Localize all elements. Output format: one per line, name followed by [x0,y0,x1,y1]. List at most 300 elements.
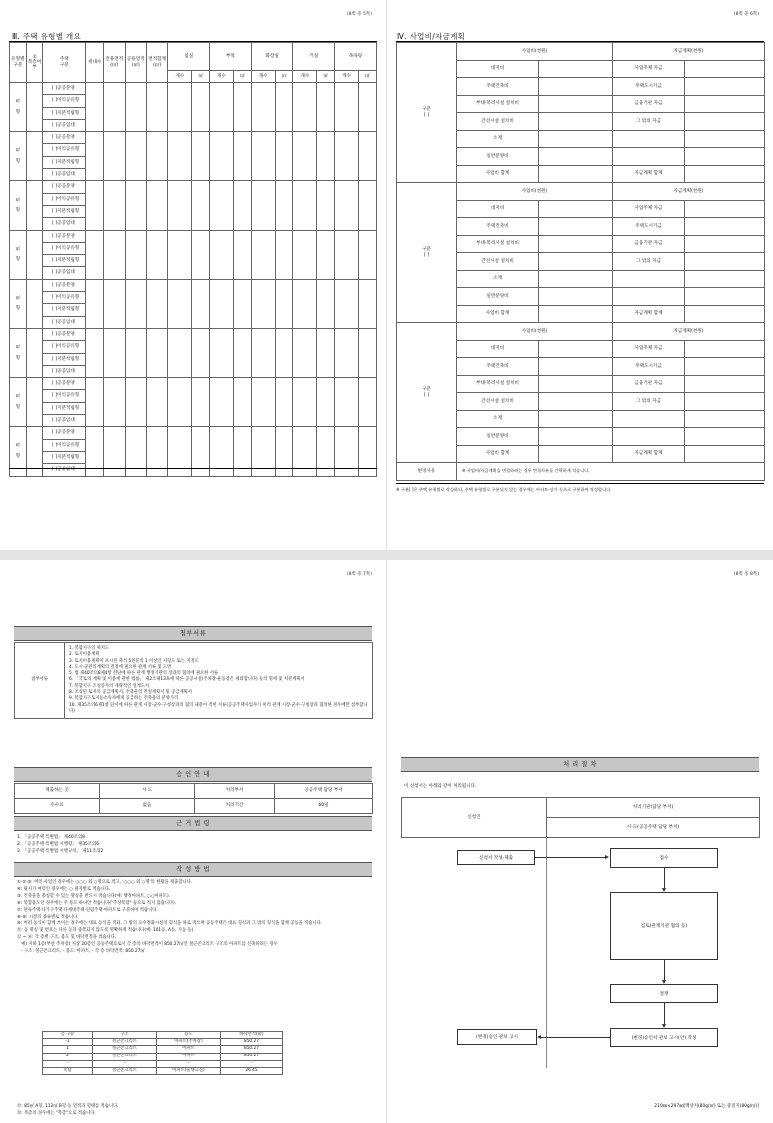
header-sqm: ㎡ [192,71,210,83]
method-item: 예) 지하 1층(부설 주차장) 지상 20층인 공동주택으로서 각 층의 바닥면적이 850.27㎡인 철근콘크리트 구조의 아파트를 신축하려는 경우 [17,942,278,948]
cost-value [539,130,613,148]
house-type-option[interactable]: [ ]이익공유형 [50,144,86,156]
value-cell [233,132,251,181]
footnote: ※ 구분[ ]은 주택 유형별로 작성하되, 주택 유형별로 구분되지 않는 경우에는 아파트·상가 등으로 구분하여 작성합니다. [396,483,764,493]
house-type-option[interactable]: [ ]지분적립형 [50,156,86,168]
procedure-title: 처 리 절 차 [401,757,759,772]
cost-item: 사업비 합계 [457,445,539,463]
value-cell [275,378,293,427]
value-cell [192,181,210,230]
checkbox-mark [43,218,50,230]
sample-cell: 옥탑 [43,1067,93,1074]
sample-header: 층 구분 [43,1032,93,1039]
law-title: 근 거 법 령 [14,816,372,831]
header-room: 화장실 [251,43,293,71]
attachment-item: 2. 토지이용계획 [69,652,100,658]
value-cell [104,279,125,328]
group-label: 구분 [ ] [397,43,457,183]
checkbox-mark [43,107,50,119]
attachment-item: 8. 조성된 토지의 공급계획서, 건축물의 건설계획서 및 공급계획서 [69,690,192,696]
house-type-option[interactable]: [ ]공공분양 [50,230,86,242]
approval-notice-table [14,783,373,814]
attachment-item: 7. 복합지구 조성공사의 개략적인 설계도서 [69,683,150,689]
cost-item: 소계 [457,130,539,148]
house-type-option[interactable]: [ ]지분적립형 [50,353,86,365]
sample-cell: 1 [43,1046,93,1053]
duplex-cell [26,328,43,377]
house-type-option[interactable]: [ ]지분적립형 [50,402,86,414]
sample-cell: 아파트 [157,1053,221,1060]
checkbox-mark [43,169,50,181]
fund-item: 금융기관 자금 [613,95,685,113]
cost-item: 주택건축비 [457,218,539,236]
notice-cell: 없음 [100,799,195,814]
cost-value [539,410,613,428]
sample-cell: … [157,1060,221,1067]
cost-item: 대지비 [457,200,539,218]
value-cell [86,132,104,181]
value-cell [210,181,234,230]
value-cell [317,132,335,181]
value-cell [358,230,376,279]
sample-header: 바닥면적(㎡) [221,1032,283,1039]
house-type-option[interactable]: [ ]공공분양 [50,328,86,340]
house-type-option[interactable]: [ ]이익공유형 [50,341,86,353]
type-cell: ㎡ 형 [10,427,27,476]
value-cell [335,230,359,279]
value-cell [192,230,210,279]
notice-cell: 60일 [275,799,373,814]
fund-value [685,393,765,411]
house-type-option[interactable]: [ ]이익공유형 [50,439,86,451]
header-count: 개수 [293,71,317,83]
house-type-option[interactable]: [ ]공공임대 [50,119,86,131]
cost-value [539,270,613,288]
checkbox-mark [43,402,50,414]
house-type-option[interactable]: [ ]공공분양 [50,279,86,291]
value-cell [86,181,104,230]
table-row [10,427,377,439]
header-count: 개수 [251,71,275,83]
sample-header: 용도 [157,1032,221,1039]
value-cell [233,328,251,377]
value-cell [275,328,293,377]
value-cell [358,181,376,230]
value-cell [317,83,335,132]
table-row [43,1060,283,1067]
step-receive: 접수 [610,848,718,868]
house-type-option[interactable]: [ ]이익공유형 [50,242,86,254]
cost-item: 대지비 [457,60,539,78]
house-type-option[interactable]: [ ]지분적립형 [50,451,86,463]
house-type-option[interactable]: [ ]이익공유형 [50,390,86,402]
method-item: ①·②·③: 여러 사업인 경우에는 ○○○ 외 ○명으로 적고, '○○○ 외 ○명'의 현황을 제출합니다. [17,880,193,885]
sample-cell: 850.27 [221,1053,283,1060]
cost-value [539,165,613,183]
value-cell [104,378,125,427]
attachment-item: 5. 법 제40조의8제4항 전단에 따른 관계 행정기관의 장과의 협의에 필요한 서류 [69,671,219,677]
table-row [43,1053,283,1060]
sample-cell: 철근콘크리트 [93,1053,157,1060]
checkbox-mark [43,341,50,353]
cost-item: 주택건축비 [457,78,539,96]
attachment-table [14,642,373,719]
house-type-option[interactable]: [ ]공공분양 [50,427,86,439]
fund-item: 자금계획 합계 [613,305,685,323]
fund-header: 자금계획(천원) [613,183,765,201]
value-cell [146,378,167,427]
method-item: - 구조: 철근콘크리트, - 용도: 아파트, - 각 층 바닥면적: 850.27㎡ [17,949,145,955]
value-cell [358,83,376,132]
cost-item: 부대·복리시설 설치비 [457,95,539,113]
value-cell [168,83,192,132]
value-cell [275,83,293,132]
method-item: ⑫ ~ ⑯: 각 층별 구조, 용도 및 바닥면적을 적습니다. [17,935,117,941]
page-6 [387,0,773,550]
header-house: 주택 구분 [43,43,86,83]
header-sqm: ㎡ [275,71,293,83]
table-row [10,83,377,95]
value-cell [251,132,275,181]
fund-value [685,340,765,358]
cost-item: 주택건축비 [457,358,539,376]
checkbox-mark [43,83,50,95]
divider [9,468,377,469]
fund-item [613,428,685,446]
sample-cell: 아파트 [157,1046,221,1053]
value-cell [125,83,146,132]
fund-value [685,375,765,393]
value-cell [104,230,125,279]
value-cell [146,328,167,377]
cost-item: 일반분양비 [457,288,539,306]
value-cell [275,230,293,279]
checkbox-mark [43,205,50,217]
checkbox-mark [43,119,50,131]
house-type-option[interactable]: [ ]공공분양 [50,378,86,390]
value-cell [125,378,146,427]
checkbox-mark [43,427,50,439]
header-units: 세대수 [86,43,104,83]
cost-item: 간선시설 설치비 [457,253,539,271]
checkbox-mark [43,144,50,156]
value-cell [168,279,192,328]
checkbox-mark [43,316,50,328]
value-cell [293,230,317,279]
fund-item [613,410,685,428]
table-row [10,132,377,144]
page-number: (8쪽 중 8쪽) [733,572,759,577]
fund-value [685,113,765,131]
step-apply: 신청서 작성·제출 [457,850,535,865]
fund-item: 자금계획 합계 [613,165,685,183]
cost-header: 사업비(천원) [457,43,613,61]
fund-item [613,148,685,166]
checkbox-mark [43,230,50,242]
type-cell: ㎡ 형 [10,279,27,328]
checkbox-mark [43,156,50,168]
method-item: ⑦: 단독주택·다가구주택·다세대주택·연립주택·아파트로 구분하여 적습니다. [17,907,158,913]
value-cell [210,378,234,427]
house-type-option[interactable]: [ ]공공분양 [50,83,86,95]
arrow-head [537,1035,541,1039]
value-cell [86,83,104,132]
attachment-item: 10. 제35조의6제1항 단서에 따른 관계 시장·군수·구청장과의 협의 내용이 적힌 서류(공공주택사업자가 미리 관계 시장·군수·구청장과 협의한 경우에만 첨부합니다) [69,702,368,714]
fund-value [685,148,765,166]
value-cell [86,378,104,427]
value-cell [233,230,251,279]
sample-cell: 850.27 [221,1039,283,1046]
checkbox-mark [43,242,50,254]
method-item: ④: 필지가 여럿인 경우에는 ○ 필지별로 적습니다. [17,886,111,892]
group-label: 구분 [ ] [397,183,457,323]
fund-item [613,288,685,306]
checkbox-mark [43,279,50,291]
step-decide: 결재 [610,984,718,1003]
house-type-option[interactable]: [ ]이익공유형 [50,95,86,107]
sample-cell: … [221,1060,283,1067]
fund-item: 자금계획 합계 [613,445,685,463]
value-cell [146,132,167,181]
sample-cell: 2 [43,1053,93,1060]
house-type-option[interactable]: [ ]공공임대 [50,415,86,427]
value-cell [251,328,275,377]
header-area: 공용면적 (㎡) [125,43,146,83]
attachment-item: 4. 도시·군관리계획의 결정에 필요한 관계 서류 및 도면 [69,664,172,670]
value-cell [275,181,293,230]
fund-value [685,78,765,96]
value-cell [168,132,192,181]
table-row [43,1046,283,1053]
fund-header: 자금계획(천원) [613,323,765,341]
header-sqm: ㎡ [233,71,251,83]
house-type-option[interactable]: [ ]공공분양 [50,181,86,193]
house-type-option[interactable]: [ ]지분적립형 [50,107,86,119]
value-cell [317,378,335,427]
cost-item: 소계 [457,410,539,428]
header-count: 개수 [168,71,192,83]
header-sqm: ㎡ [317,71,335,83]
type-cell: ㎡ 형 [10,83,27,132]
cost-value [539,305,613,323]
step-notify: (변경)승인서·관보 고시(안) 작성 [610,1028,718,1047]
house-type-option[interactable]: [ ]지분적립형 [50,255,86,267]
checkbox-mark [43,365,50,377]
fund-header: 자금계획(천원) [613,43,765,61]
value-cell [335,132,359,181]
fund-value [685,305,765,323]
fund-value [685,200,765,218]
type-cell: ㎡ 형 [10,181,27,230]
house-type-option[interactable]: [ ]지분적립형 [50,304,86,316]
method-list [17,880,367,956]
cost-item: 소계 [457,270,539,288]
fund-value [685,410,765,428]
value-cell [233,83,251,132]
attachment-label: 첨부서류 [15,643,65,719]
method-note: ⑰: 85㎡ A형, 112㎡ B형 등 면적과 형태를 적습니다. [17,1104,119,1109]
attachment-list [65,643,373,719]
value-cell [275,279,293,328]
applicant-label: 신청인 [402,798,547,838]
cost-fund-table [396,42,765,481]
house-type-option[interactable]: [ ]공공임대 [50,218,86,230]
arrow [664,868,665,890]
house-type-option[interactable]: [ ]이익공유형 [50,292,86,304]
value-cell [104,328,125,377]
checkbox-mark [43,328,50,340]
value-cell [125,132,146,181]
header-area: 전용면적 (㎡) [104,43,125,83]
sample-cell: 철근콘크리트 [93,1067,157,1074]
value-cell [317,279,335,328]
table-row [10,279,377,291]
value-cell [335,83,359,132]
checkbox-mark [43,304,50,316]
house-type-option[interactable]: [ ]공공임대 [50,267,86,279]
cost-item: 일반분양비 [457,428,539,446]
arrow [664,960,665,982]
fund-value [685,235,765,253]
value-cell [335,328,359,377]
value-cell [192,83,210,132]
cost-value [539,340,613,358]
house-type-option[interactable]: [ ]공공임대 [50,464,86,476]
fund-value [685,358,765,376]
value-cell [146,279,167,328]
header-room: 목욕탕 [335,43,377,71]
duplex-cell [26,378,43,427]
cost-item: 사업비 합계 [457,305,539,323]
value-cell [210,230,234,279]
step-publish: (변경)승인·관보 고시 [457,1029,537,1045]
value-cell [293,83,317,132]
value-cell [293,328,317,377]
cost-value [539,428,613,446]
table-row [10,230,377,242]
cost-value [539,235,613,253]
checkbox-mark [43,390,50,402]
cost-header: 사업비(천원) [457,323,613,341]
cost-value [539,375,613,393]
value-cell [192,132,210,181]
fund-item: 금융기관 자금 [613,375,685,393]
house-type-option[interactable]: [ ]이익공유형 [50,193,86,205]
header-count: 개수 [335,71,359,83]
header-area: 면적합계 (㎡) [146,43,167,83]
header-room: 침실 [168,43,210,71]
fund-value [685,60,765,78]
table-row [10,181,377,193]
method-item: ⑪: 동 명칭 및 번호는 다른 동과 중복되지 않도록 명확하게 적습니다(예: 101동, A동, 가동 등). [17,928,195,934]
value-cell [293,181,317,230]
fund-item: 금융기관 자금 [613,235,685,253]
table-row [10,328,377,340]
value-cell [317,230,335,279]
fund-item: 그 밖의 자금 [613,393,685,411]
method-note: ⑱: 복층의 경우에는 "복층"으로 적습니다. [17,1110,96,1116]
cost-item: 대지비 [457,340,539,358]
fund-item: 사업주체 자금 [613,340,685,358]
law-list [17,834,103,855]
value-cell [210,279,234,328]
header-type: 유형별 구분 [10,43,27,83]
house-type-option[interactable]: [ ]공공임대 [50,169,86,181]
value-cell [293,132,317,181]
value-cell [275,132,293,181]
reason-text: ※ 사업비/자금계획을 변경하려는 경우 변경사유를 간략하게 적습니다. [457,463,765,481]
value-cell [317,181,335,230]
house-type-option[interactable]: [ ]공공임대 [50,316,86,328]
fund-value [685,428,765,446]
value-cell [293,279,317,328]
type-cell: ㎡ 형 [10,132,27,181]
section-title: Ⅳ. 사업비/자금계획 [397,32,466,41]
table-row [43,1067,283,1074]
house-type-option[interactable]: [ ]공공분양 [50,132,86,144]
cost-value [539,358,613,376]
value-cell [146,83,167,132]
type-cell: ㎡ 형 [10,328,27,377]
fund-value [685,218,765,236]
value-cell [168,378,192,427]
checkbox-mark [43,439,50,451]
duplex-cell [26,279,43,328]
value-cell [335,181,359,230]
value-cell [233,378,251,427]
page-number: (8쪽 중 6쪽) [733,12,759,17]
attachment-item: 1. 복합지구의 위치도 [69,646,110,651]
column-divider [546,838,547,1068]
value-cell [251,181,275,230]
notice-cell: 공공주택 담당 부서 [275,784,373,799]
checkbox-mark [43,353,50,365]
fund-item: 주택도시기금 [613,358,685,376]
value-cell [86,328,104,377]
sample-cell: 철근콘크리트 [93,1046,157,1053]
paper-spec: 210㎜×297㎜[백상지(80g/㎡) 또는 중질지(80g/㎡)] [654,1104,759,1109]
header-count: 개수 [210,71,234,83]
arrow [664,1003,665,1026]
notice-title: 승 인 안 내 [14,767,372,782]
method-title: 작 성 방 법 [14,862,372,877]
checkbox-mark [43,378,50,390]
value-cell [146,181,167,230]
cost-value [539,218,613,236]
attachment-item: 9. 복합지구토지등소유자에게 공급하는 건축물의 분양가격 [69,696,179,702]
house-type-option[interactable]: [ ]공공임대 [50,365,86,377]
house-type-option[interactable]: [ ]지분적립형 [50,205,86,217]
value-cell [192,328,210,377]
fund-item: 사업주체 자금 [613,60,685,78]
table-row [10,378,377,390]
checkbox-mark [43,95,50,107]
value-cell [192,378,210,427]
sample-cell: … [43,1060,93,1067]
duplex-cell [26,181,43,230]
law-item: 3. 「공공주택 특별법 시행규칙」 제11조의2 [17,849,104,854]
attachment-title: 첨부서류 [14,626,372,641]
cost-item: 부대·복리시설 설치비 [457,375,539,393]
duplex-cell [26,132,43,181]
cost-value [539,148,613,166]
cost-value [539,393,613,411]
fund-item: 그 밖의 자금 [613,253,685,271]
sample-header: 구조 [93,1032,157,1039]
method-notes [17,1104,119,1118]
sample-cell: 아파트(물탱크실) [157,1067,221,1074]
value-cell [251,378,275,427]
